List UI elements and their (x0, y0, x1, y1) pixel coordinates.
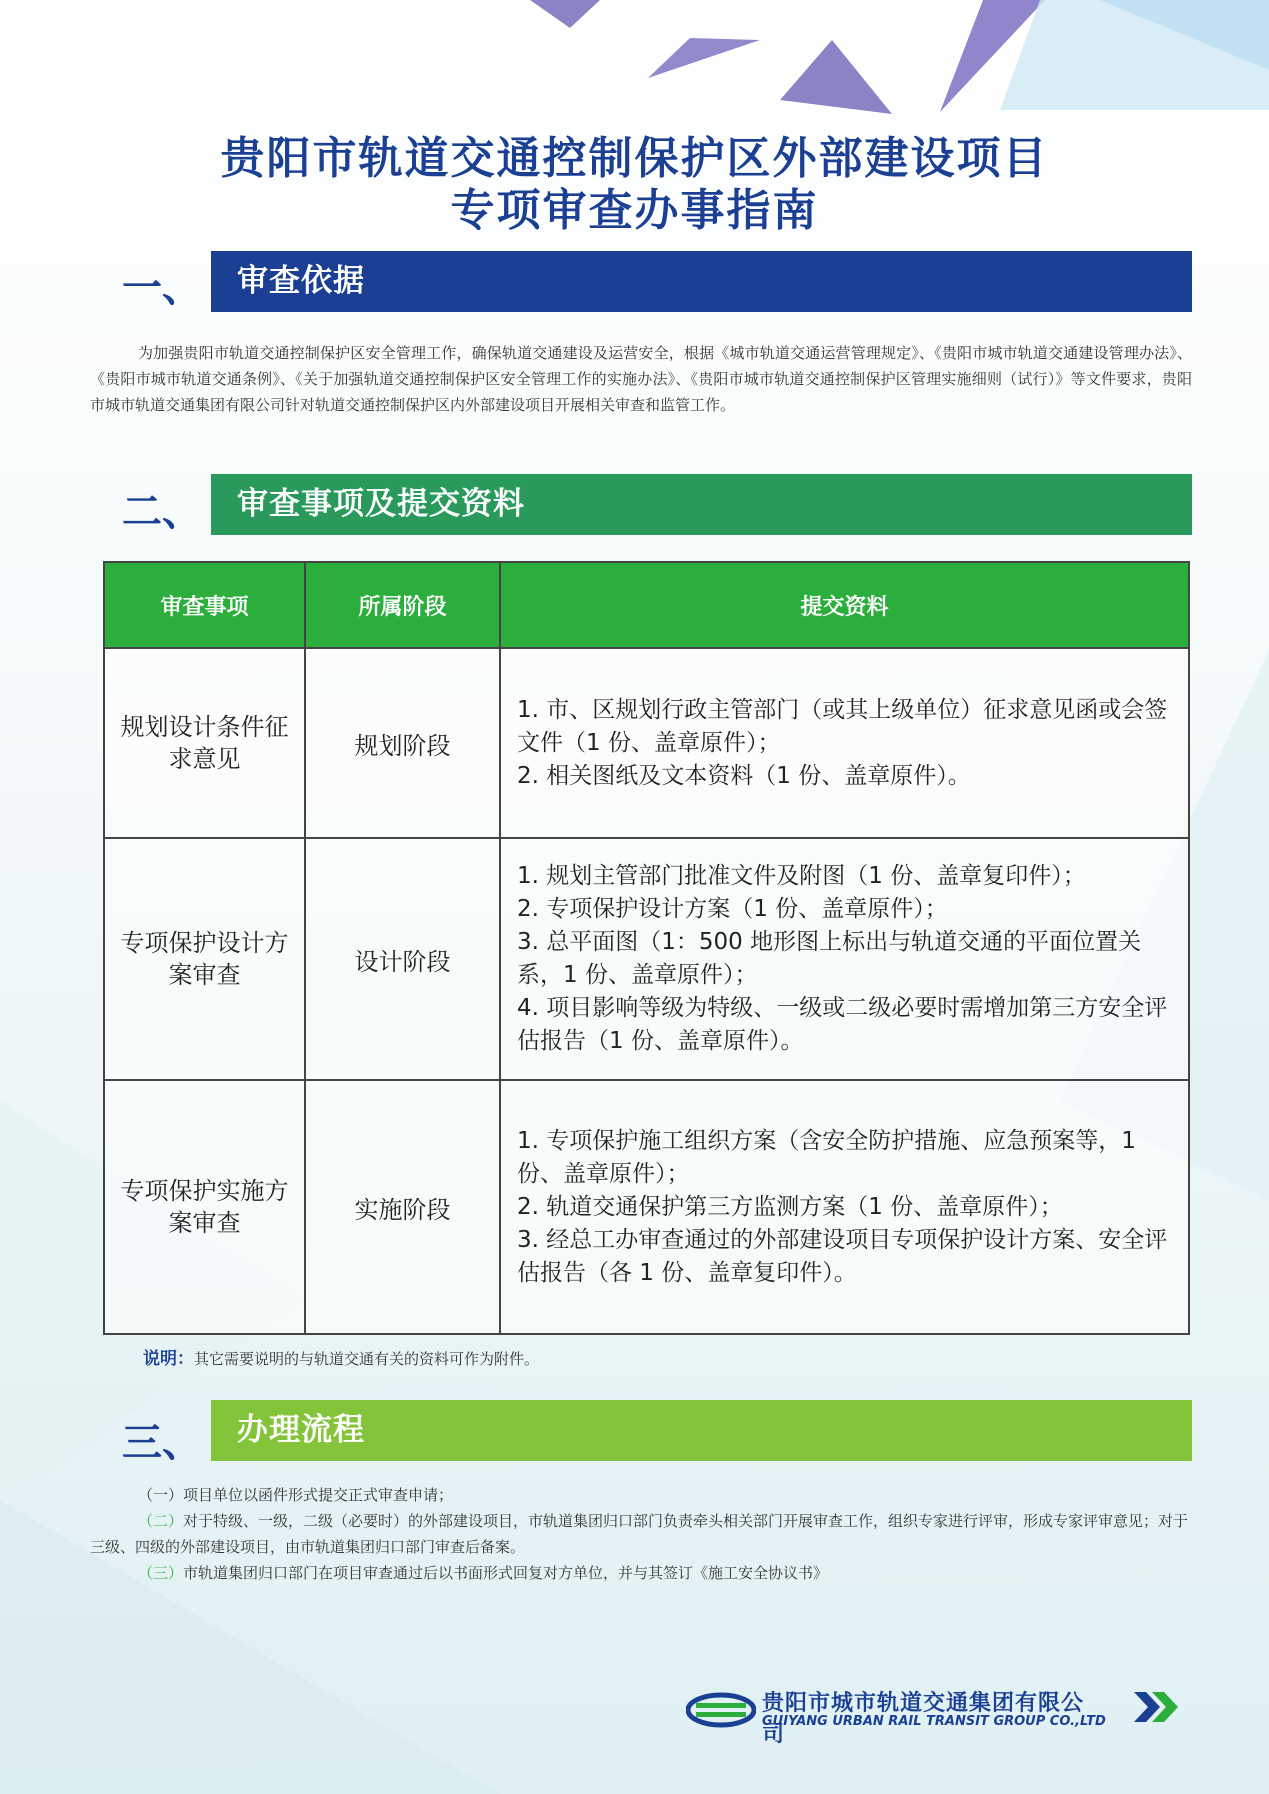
process-list (90, 1482, 1192, 1586)
row-item: 专项保护实施方案审查 (104, 1080, 305, 1334)
process-step-num: （三） (138, 1564, 184, 1582)
material-line: 4. 项目影响等级为特级、一级或二级必要时需增加第三方安全评估报告（1 份、盖章原件）。 (517, 995, 1168, 1054)
material-line: 2. 专项保护设计方案（1 份、盖章原件）； (517, 896, 948, 922)
row-stage: 规划阶段 (305, 648, 500, 838)
material-line: 1. 市、区规划行政主管部门（或其上级单位）征求意见函或会签文件（1 份、盖章原件）； (517, 696, 1168, 756)
row-item: 专项保护设计方案审查 (104, 838, 305, 1080)
table-row (104, 648, 1189, 838)
process-step (90, 1508, 1192, 1560)
row-stage: 设计阶段 (305, 838, 500, 1080)
section-number-3: 三、 (122, 1420, 202, 1466)
row-materials (500, 648, 1189, 838)
process-step (90, 1560, 1192, 1586)
section-header-basis: 审查依据 (211, 251, 1192, 312)
material-line: 2. 轨道交通保护第三方监测方案（1 份、盖章原件）； (517, 1193, 1063, 1220)
logo-icon (686, 1686, 756, 1734)
section-header-items: 审查事项及提交资料 (211, 474, 1192, 535)
process-step-text: 项目单位以函件形式提交正式审查申请； (183, 1486, 454, 1504)
process-step-num: （二） (138, 1512, 184, 1530)
row-materials (500, 1080, 1189, 1334)
table-row (104, 838, 1189, 1080)
logo-english-name: GUIYANG URBAN RAIL TRANSIT GROUP CO.,LTD (762, 1714, 1106, 1729)
section-header-process: 办理流程 (211, 1400, 1192, 1461)
row-stage: 实施阶段 (305, 1080, 500, 1334)
table-header-materials: 提交资料 (500, 562, 1189, 648)
table-header-item: 审查事项 (104, 562, 305, 648)
section-number-2: 二、 (122, 489, 202, 535)
note-text: 其它需要说明的与轨道交通有关的资料可作为附件。 (194, 1350, 540, 1368)
table-header-stage: 所属阶段 (305, 562, 500, 648)
row-materials (500, 838, 1189, 1080)
section-number-1: 一、 (122, 265, 202, 311)
double-chevron-icon (1134, 1690, 1182, 1724)
material-line: 3. 总平面图（1：500 地形图上标出与轨道交通的平面位置关系，1 份、盖章原件）； (517, 929, 1142, 988)
basis-text: 为加强贵阳市轨道交通控制保护区安全管理工作，确保轨道交通建设及运营安全，根据《城市轨道交通运营管理规定》、《贵阳市城市轨道交通建设管理办法》、《贵阳市城市轨道交通条例》、《关于加强轨道交通控制保护区安全管理工作的实施办法》、《贵阳市城市轨道交通控制保护区管理实施细则（试行）》等文件要求，贵阳市城市轨道交通集团有限公司针对轨道交通控制保护区内外部建设项目开展相关审查和监管工作。 (90, 344, 1192, 414)
material-line: 1. 专项保护施工组织方案（含安全防护措施、应急预案等，1 份、盖章原件）； (517, 1127, 1136, 1187)
page-title-line1: 贵阳市轨道交通控制保护区外部建设项目 (220, 133, 1049, 184)
table-note (143, 1344, 539, 1369)
row-item: 规划设计条件征求意见 (104, 648, 305, 838)
table-header-row (104, 562, 1189, 648)
process-step-num: （一） (138, 1486, 184, 1504)
material-line: 3. 经总工办审查通过的外部建设项目专项保护设计方案、安全评估报告（各 1 份、盖章复印件）。 (517, 1226, 1168, 1286)
logo-chinese-name: 贵阳市城市轨道交通集团有限公司 (762, 1691, 1085, 1747)
review-items-table (103, 561, 1190, 1335)
page-title-line2: 专项审查办事指南 (450, 185, 819, 236)
process-step-text: 对于特级、一级，二级（必要时）的外部建设项目，市轨道集团归口部门负责牵头相关部门开展审查工作，组织专家进行评审，形成专家评审意见；对于三级、四级的外部建设项目，由市轨道集团归口部门审查后备案。 (90, 1512, 1189, 1556)
process-step (90, 1482, 1192, 1508)
company-logo (686, 1686, 1106, 1747)
material-line: 2. 相关图纸及文本资料（1 份、盖章原件）。 (517, 762, 971, 789)
process-step-text: 市轨道集团归口部门在项目审查通过后以书面形式回复对方单位，并与其签订《施工安全协议书》 (183, 1564, 829, 1582)
note-label: 说明： (143, 1349, 194, 1369)
table-row (104, 1080, 1189, 1334)
basis-paragraph (90, 340, 1192, 418)
material-line: 1. 规划主管部门批准文件及附图（1 份、盖章复印件）； (517, 863, 1086, 889)
